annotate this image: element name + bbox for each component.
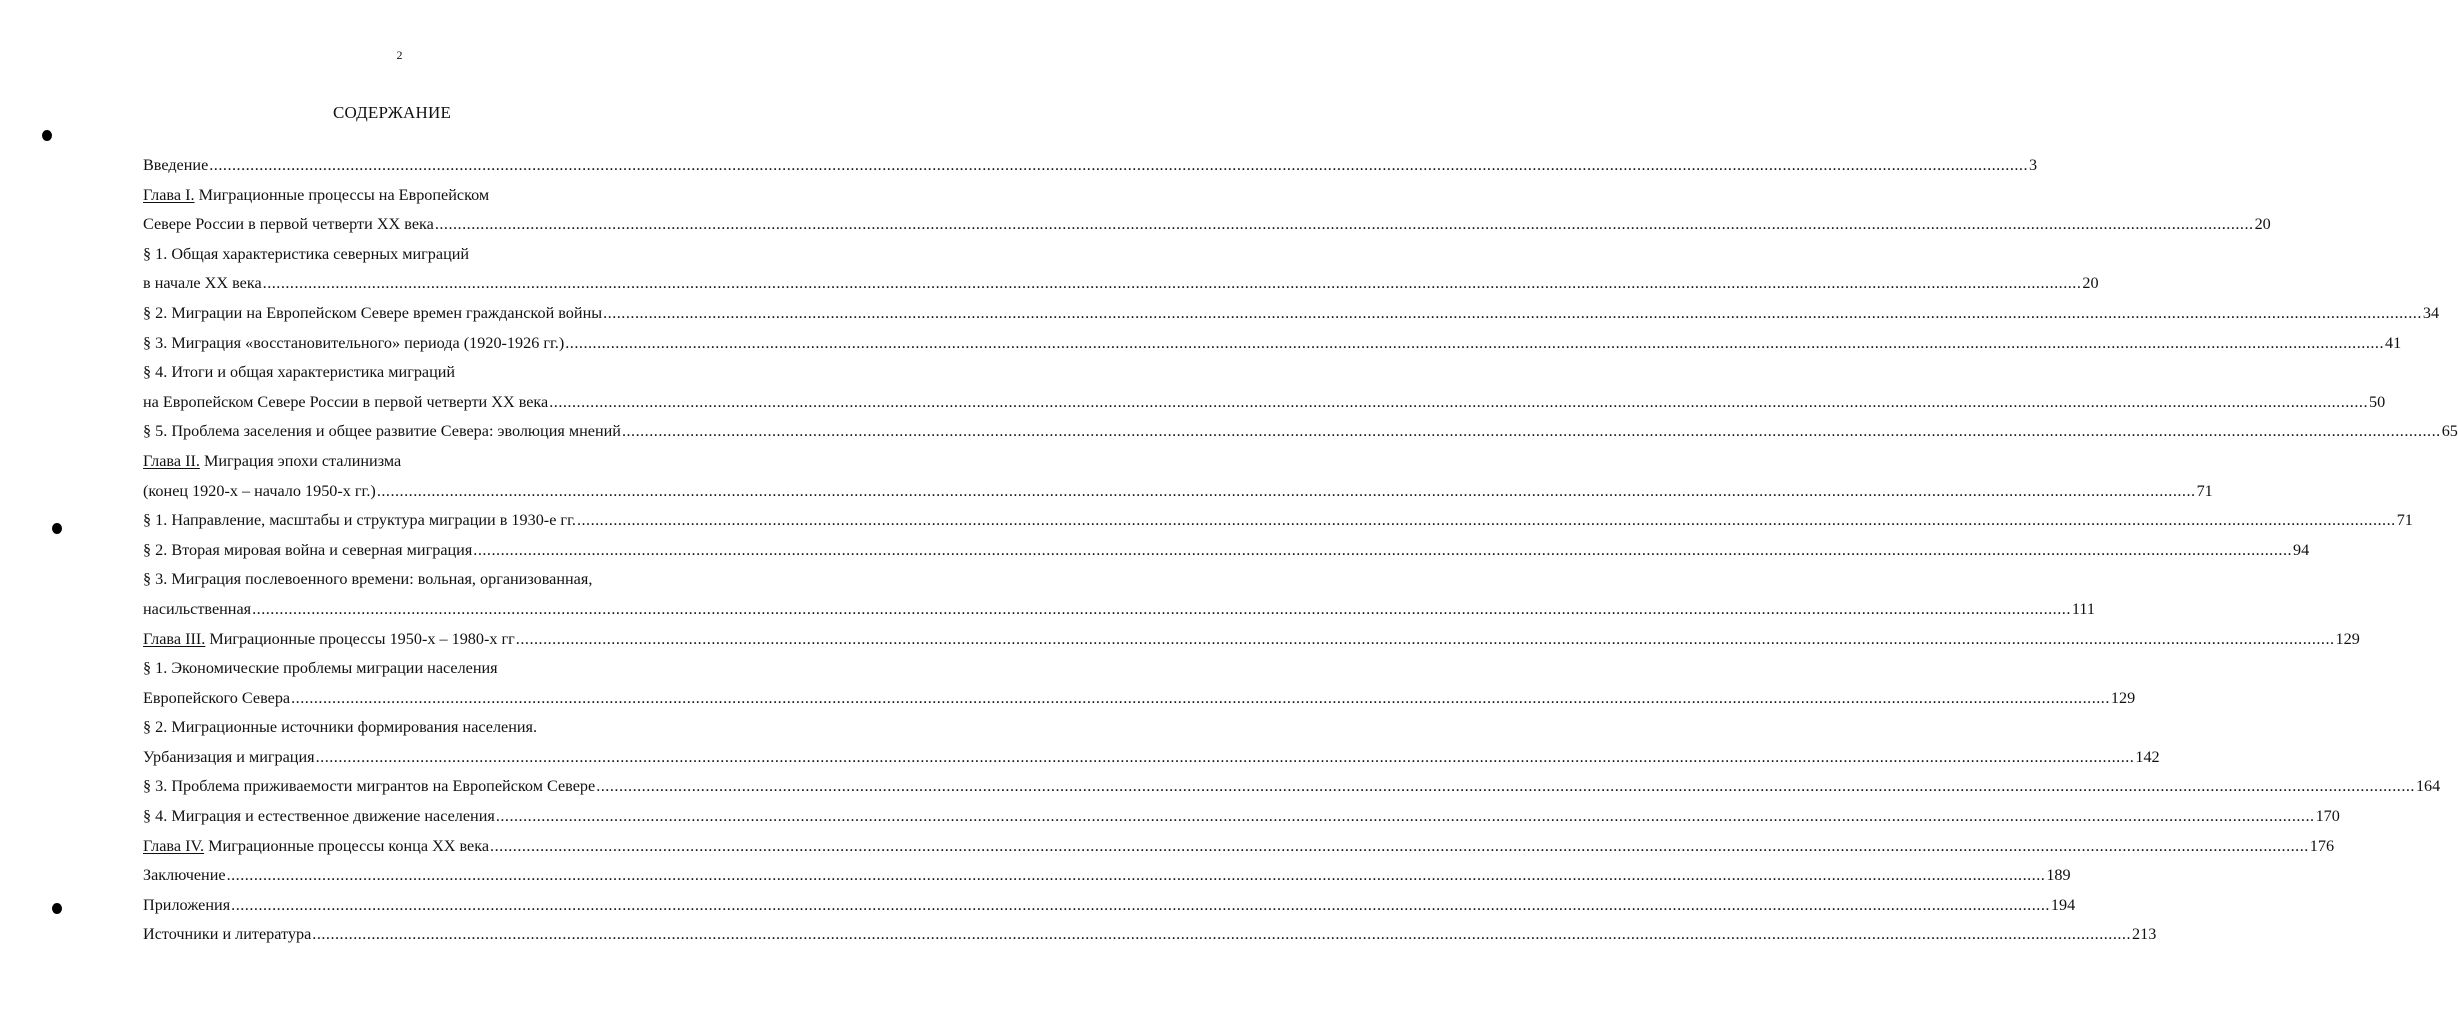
- toc-entry-title: § 1. Экономические проблемы миграции населения: [143, 659, 498, 678]
- punch-hole-mark: [52, 903, 62, 914]
- chapter-label: Глава III.: [143, 629, 206, 648]
- toc-entry: [143, 743, 2160, 773]
- toc-page-number: 3: [2029, 156, 2038, 174]
- toc-page-number: 142: [2135, 747, 2160, 766]
- toc-entry: [143, 684, 2136, 714]
- toc-entry-title: § 1. Общая характеристика северных миграций: [143, 244, 470, 263]
- toc-entry-text: [143, 684, 290, 712]
- toc-entry-text: [143, 329, 564, 357]
- dot-leader: ................................................................................................................................................................................................................................................................................................................................................................................................................: [576, 511, 2396, 530]
- toc-entry-text: [143, 358, 455, 386]
- toc-entry-title: § 1. Направление, масштабы и структура миграции в 1930-е гг.: [143, 511, 576, 530]
- toc-entry-text: [143, 625, 515, 653]
- dot-leader: ................................................................................................................................................................................................................................................................................................................................................................................................................: [262, 274, 2082, 293]
- dot-leader: ................................................................................................................................................................................................................................................................................................................................................................................................................: [231, 895, 2050, 914]
- toc-entry: [143, 536, 2310, 566]
- dot-leader: ................................................................................................................................................................................................................................................................................................................................................................................................................: [376, 481, 2196, 500]
- toc-entry-title: § 3. Миграция послевоенного времени: вольная, организованная,: [143, 570, 593, 589]
- dot-leader: ................................................................................................................................................................................................................................................................................................................................................................................................................: [252, 599, 2071, 618]
- toc-entry-text: [143, 832, 489, 860]
- dot-leader: ................................................................................................................................................................................................................................................................................................................................................................................................................: [226, 866, 2046, 885]
- chapter-label: Глава IV.: [143, 836, 205, 855]
- toc-entry-title: в начале XX века: [143, 274, 262, 293]
- table-of-contents: [143, 151, 2458, 950]
- toc-entry-text: [143, 299, 602, 327]
- punch-hole-mark: [42, 130, 52, 141]
- toc-entry: [143, 891, 2076, 921]
- dot-leader: ................................................................................................................................................................................................................................................................................................................................................................................................................: [490, 836, 2309, 855]
- toc-entry-text: [143, 240, 469, 268]
- dot-leader: ................................................................................................................................................................................................................................................................................................................................................................................................................: [434, 215, 2254, 234]
- toc-entry-title: Введение: [143, 156, 209, 174]
- toc-entry-title: § 3. Миграция «восстановительного» периода (1920-1926 гг.): [143, 333, 565, 352]
- toc-entry: [143, 595, 2095, 625]
- toc-entry: [143, 181, 699, 211]
- toc-entry-text: [143, 861, 226, 889]
- toc-entry-text: [143, 210, 434, 238]
- toc-entry-title: § 2. Вторая мировая война и северная миграция: [143, 540, 473, 559]
- toc-entry-title: Севере России в первой четверти XX века: [143, 215, 434, 234]
- toc-entry-title: насильственная: [143, 599, 252, 618]
- dot-leader: ................................................................................................................................................................................................................................................................................................................................................................................................................: [495, 807, 2315, 826]
- toc-entry-text: [143, 447, 401, 475]
- toc-entry-text: [143, 743, 315, 771]
- dot-leader: ................................................................................................................................................................................................................................................................................................................................................................................................................: [621, 422, 2441, 441]
- toc-entry-title: Заключение: [143, 866, 226, 885]
- toc-entry-text: [143, 713, 537, 741]
- toc-entry-title: Миграция эпохи сталинизма: [199, 451, 402, 470]
- toc-entry-text: [143, 417, 621, 445]
- toc-entry-text: [143, 565, 592, 593]
- toc-entry-text: [143, 269, 262, 297]
- toc-entry-text: [143, 506, 576, 534]
- toc-entry: [143, 269, 2099, 299]
- page-title: СОДЕРЖАНИЕ: [332, 103, 452, 122]
- dot-leader: ................................................................................................................................................................................................................................................................................................................................................................................................................: [473, 540, 2293, 559]
- toc-page-number: 34: [2422, 303, 2440, 322]
- toc-entry-title: (конец 1920-х – начало 1950-х гг.): [143, 481, 376, 500]
- toc-entry: [143, 388, 2386, 418]
- toc-entry: [143, 772, 2441, 802]
- toc-page-number: 71: [2196, 481, 2213, 500]
- toc-page-number: 65: [2441, 422, 2458, 441]
- toc-entry-title: Миграционные процессы на Европейском: [194, 185, 490, 204]
- toc-entry-text: [143, 536, 472, 564]
- toc-entry: [143, 565, 699, 595]
- toc-page-number: 164: [2415, 777, 2441, 796]
- toc-entry: [143, 329, 2402, 359]
- toc-entry: [143, 506, 2413, 536]
- toc-page-number: 176: [2309, 836, 2335, 855]
- dot-leader: ................................................................................................................................................................................................................................................................................................................................................................................................................: [549, 392, 2368, 411]
- toc-entry-text: [143, 181, 489, 209]
- toc-entry: [143, 417, 2458, 447]
- toc-entry: [143, 654, 699, 684]
- toc-page-number: 94: [2293, 540, 2310, 559]
- toc-entry: [143, 802, 2340, 832]
- toc-page-number: 111: [2071, 599, 2095, 618]
- toc-entry-title: § 4. Итоги и общая характеристика миграций: [143, 363, 456, 382]
- toc-entry-title: § 5. Проблема заселения и общее развитие Севера: эволюция мнений: [143, 422, 621, 441]
- toc-entry-title: на Европейском Севере России в первой четверти XX века: [143, 392, 549, 411]
- toc-entry-title: Европейского Севера: [143, 688, 291, 707]
- toc-page-number: 213: [2132, 925, 2157, 944]
- toc-entry-text: [143, 654, 498, 682]
- dot-leader: ................................................................................................................................................................................................................................................................................................................................................................................................................: [315, 747, 2135, 766]
- toc-entry-text: [143, 772, 595, 800]
- toc-page-number: 20: [2254, 215, 2271, 234]
- toc-page-number: 194: [2050, 895, 2076, 914]
- toc-page-number: 129: [2110, 688, 2136, 707]
- toc-entry-text: [143, 477, 376, 505]
- page-number: 2: [396, 48, 403, 62]
- toc-page-number: 129: [2335, 629, 2360, 648]
- dot-leader: ................................................................................................................................................................................................................................................................................................................................................................................................................: [312, 925, 2132, 944]
- toc-entry-title: Урбанизация и миграция: [143, 747, 315, 766]
- toc-entry-title: § 4. Миграция и естественное движение населения: [143, 807, 495, 826]
- toc-entry: [143, 477, 2213, 507]
- toc-entry-text: [143, 920, 311, 948]
- toc-entry: [143, 299, 2440, 329]
- toc-page-number: 170: [2315, 807, 2340, 826]
- toc-entry: [143, 861, 2071, 891]
- toc-page-number: 50: [2368, 392, 2386, 411]
- toc-entry-title: Миграционные процессы 1950-х – 1980-х гг: [205, 629, 515, 648]
- toc-entry: [143, 920, 2157, 950]
- toc-entry-text: [143, 388, 548, 416]
- toc-entry: [143, 151, 2038, 181]
- dot-leader: ................................................................................................................................................................................................................................................................................................................................................................................................................: [291, 688, 2110, 707]
- toc-entry-title: Миграционные процессы конца XX века: [204, 836, 490, 855]
- toc-entry-title: § 2. Миграции на Европейском Севере времен гражданской войны: [143, 303, 603, 322]
- dot-leader: ................................................................................................................................................................................................................................................................................................................................................................................................................: [596, 777, 2415, 796]
- punch-hole-mark: [52, 523, 62, 534]
- toc-entry-text: [143, 802, 495, 830]
- toc-page-number: 189: [2046, 866, 2071, 885]
- toc-entry: [143, 240, 699, 270]
- toc-entry: [143, 447, 699, 477]
- chapter-label: Глава I.: [143, 185, 195, 204]
- toc-entry: [143, 713, 699, 743]
- toc-entry-title: Приложения: [143, 895, 231, 914]
- toc-page-number: 20: [2082, 274, 2099, 293]
- toc-entry: [143, 625, 2360, 655]
- toc-entry-text: [143, 151, 208, 179]
- dot-leader: ................................................................................................................................................................................................................................................................................................................................................................................................................: [603, 303, 2422, 322]
- toc-entry-title: § 2. Миграционные источники формирования населения.: [143, 718, 538, 737]
- dot-leader: ................................................................................................................................................................................................................................................................................................................................................................................................................: [565, 333, 2384, 352]
- toc-page-number: 71: [2396, 511, 2413, 530]
- toc-entry: [143, 832, 2335, 862]
- toc-entry: [143, 358, 699, 388]
- toc-entry-title: § 3. Проблема приживаемости мигрантов на Европейском Севере: [143, 777, 596, 796]
- toc-page-number: 41: [2385, 333, 2402, 352]
- toc-entry: [143, 210, 2271, 240]
- toc-entry-text: [143, 595, 251, 623]
- dot-leader: ................................................................................................................................................................................................................................................................................................................................................................................................................: [515, 629, 2335, 648]
- toc-entry-title: Источники и литература: [143, 925, 312, 944]
- dot-leader: ................................................................................................................................................................................................................................................................................................................................................................................................................: [209, 156, 2028, 174]
- toc-entry-text: [143, 891, 230, 919]
- chapter-label: Глава II.: [143, 451, 200, 470]
